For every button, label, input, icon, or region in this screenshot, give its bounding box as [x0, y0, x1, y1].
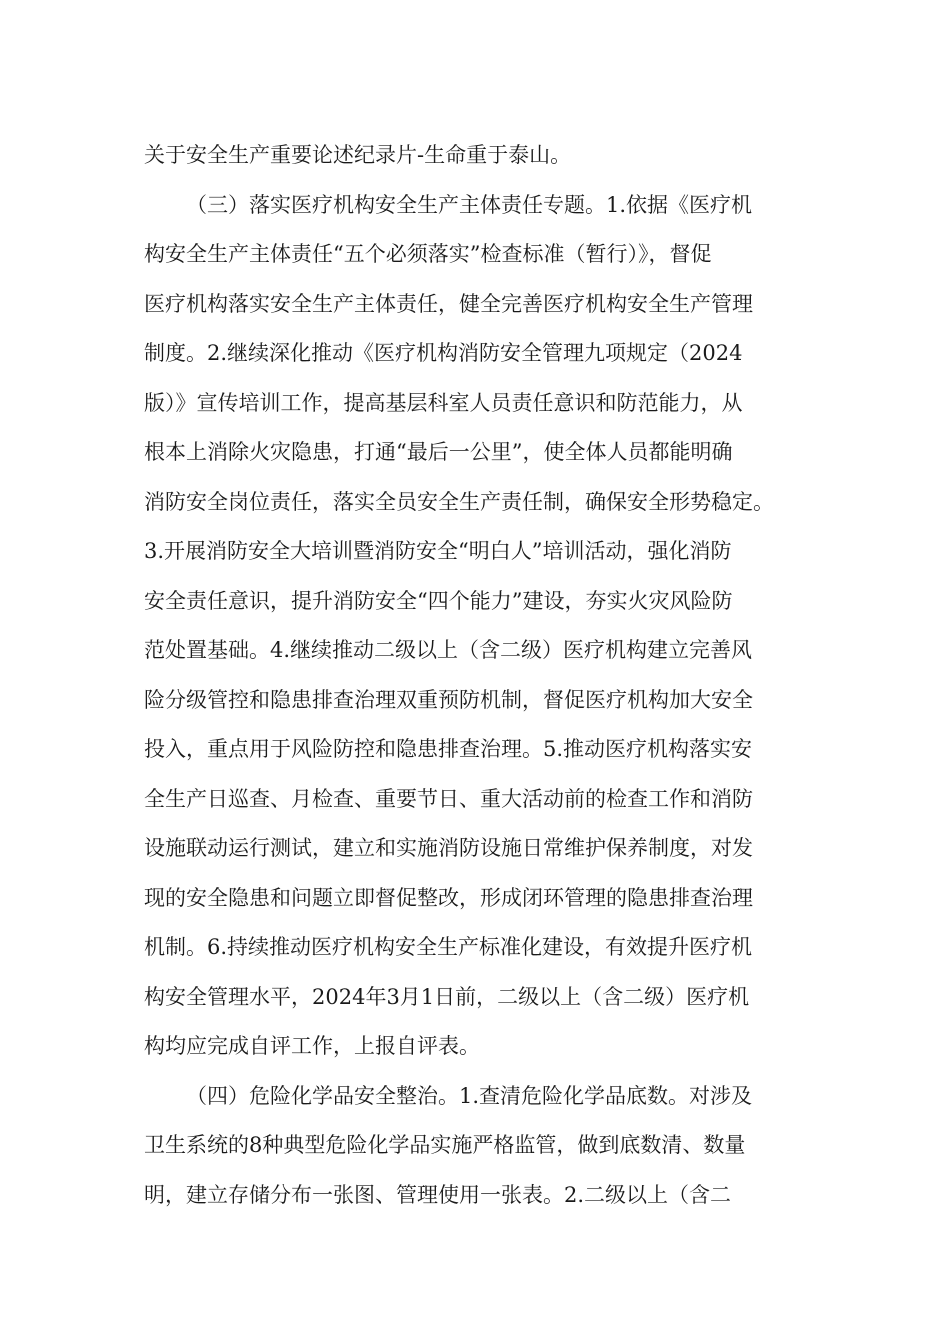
- text-line: 投入，重点用于风险防控和隐患排查治理。5.推动医疗机构落实安: [144, 737, 753, 761]
- section-heading-line: （四）危险化学品安全整治。1.查清危险化学品底数。对涉及: [186, 1083, 753, 1108]
- text-line: 机制。6.持续推动医疗机构安全生产标准化建设，有效提升医疗机: [144, 935, 753, 959]
- text-line: 医疗机构落实安全生产主体责任，健全完善医疗机构安全生产管理: [144, 291, 753, 316]
- text-line: 安全责任意识，提升消防安全“四个能力”建设，夯实火灾风险防: [144, 588, 733, 613]
- text-line: 3.开展消防安全大培训暨消防安全“明白人”培训活动，强化消防: [144, 539, 732, 563]
- text-line: 明，建立存储分布一张图、管理使用一张表。2.二级以上（含二: [144, 1182, 732, 1207]
- text-line: 全生产日巡查、月检查、重要节日、重大活动前的检查工作和消防: [144, 786, 753, 811]
- text-line: 版）》宣传培训工作，提高基层科室人员责任意识和防范能力，从: [144, 390, 743, 415]
- text-line: 制度。2.继续深化推动《医疗机构消防安全管理九项规定（2024: [144, 341, 743, 365]
- text-line: 关于安全生产重要论述纪录片-生命重于泰山。: [144, 143, 572, 167]
- text-line: 构安全生产主体责任“五个必须落实”检查标准（暂行）》，督促: [144, 242, 712, 266]
- section-heading-line: （三）落实医疗机构安全生产主体责任专题。1.依据《医疗机: [186, 192, 753, 217]
- text-line: 设施联动运行测试，建立和实施消防设施日常维护保养制度，对发: [144, 836, 753, 860]
- text-line: 卫生系统的8种典型危险化学品实施严格监管，做到底数清、数量: [144, 1133, 746, 1157]
- body-text: [144, 131, 808, 1220]
- text-line: 构均应完成自评工作，上报自评表。: [144, 1034, 480, 1058]
- text-line: 构安全管理水平，2024年3月1日前，二级以上（含二级）医疗机: [144, 984, 750, 1009]
- text-line: 现的安全隐患和问题立即督促整改，形成闭环管理的隐患排查治理: [144, 885, 753, 910]
- text-line: 根本上消除火灾隐患，打通“最后一公里”，使全体人员都能明确: [144, 440, 733, 464]
- text-line: 险分级管控和隐患排查治理双重预防机制，督促医疗机构加大安全: [144, 687, 753, 712]
- text-line: 消防安全岗位责任，落实全员安全生产责任制，确保安全形势稳定。: [144, 489, 774, 514]
- text-line: 范处置基础。4.继续推动二级以上（含二级）医疗机构建立完善风: [144, 638, 753, 662]
